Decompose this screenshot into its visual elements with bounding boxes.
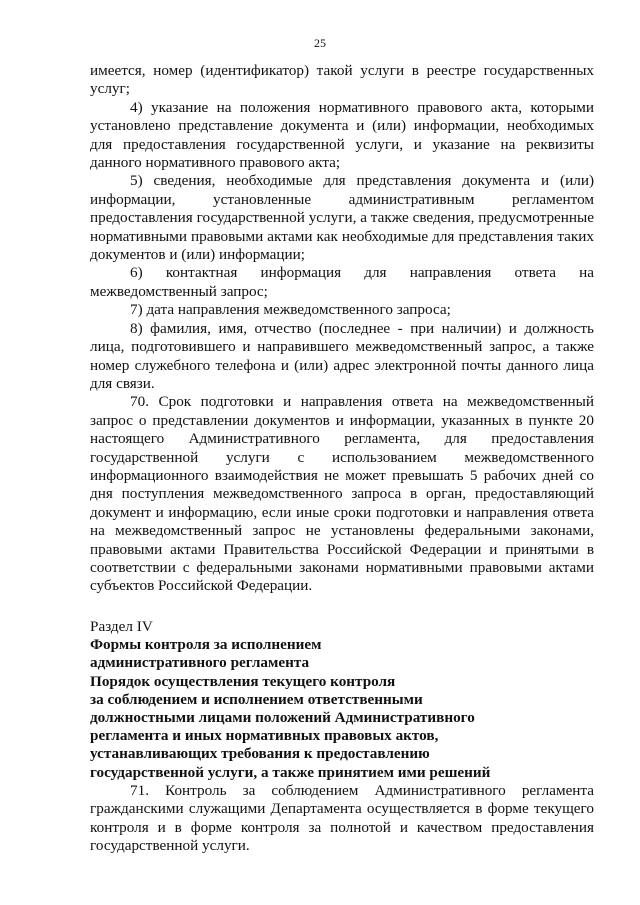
paragraph-item-7: 7) дата направления межведомственного запроса; <box>130 301 451 319</box>
section-title-line: за соблюдением и исполнением ответственными <box>90 690 423 708</box>
section-title-line: регламента и иных нормативных правовых актов, <box>90 727 439 745</box>
section-title-line: Формы контроля за исполнением <box>90 636 322 654</box>
section-heading <box>90 618 594 782</box>
paragraph-item-4: 4) указание на положения нормативного правового акта, которыми установлено представление документа и (или) информации, необходимых для предоставления государственной услуги, и указание на реквизиты данного нормативного правового акта; <box>90 98 594 172</box>
paragraph-continuation: имеется, номер (идентификатор) такой услуги в реестре государственных услуг; <box>90 62 594 98</box>
section-label: Раздел IV <box>90 617 153 635</box>
paragraph-70: 70. Срок подготовки и направления ответа на межведомственный запрос о представлении документов и информации, указанных в пункте 20 настоящего Административного регламента, для предоставления государственной услуги с использованием межведомственного информационного взаимодействия не может превышать 5 рабочих дней со дня поступления межведомственного запроса в орган, предоставляющий документ и информацию, если иные сроки подготовки и направления ответа на межведомственный запрос не установлены федеральными законами, правовыми актами Правительства Российской Федерации и принятыми в соответствии с федеральными законами нормативными правовыми актами субъектов Российской Федерации. <box>90 393 594 595</box>
section-title-line: Порядок осуществления текущего контроля <box>90 672 396 690</box>
document-body <box>90 62 594 855</box>
paragraph-71: 71. Контроль за соблюдением Административного регламента гражданскими служащими Департамента осуществляется в форме текущего контроля и в форме контроля за полнотой и качеством предоставления государственной услуги. <box>90 781 594 855</box>
paragraph-item-5: 5) сведения, необходимые для представления документа и (или) информации, установленные административным регламентом предоставления государственной услуги, а также сведения, предусмотренные нормативными правовыми актами как необходимые для представления таких документов и (или) информации; <box>90 172 594 264</box>
paragraph-item-6: 6) контактная информация для направления ответа на межведомственный запрос; <box>90 264 594 300</box>
page-number: 25 <box>314 36 326 50</box>
section-title-line: должностными лицами положений Административного <box>90 709 475 726</box>
paragraph-item-8: 8) фамилия, имя, отчество (последнее - при наличии) и должность лица, подготовившего и направившего межведомственный запрос, а также номер служебного телефона и (или) адрес электронной почты данного лица для связи. <box>90 319 594 392</box>
section-title-line: административного регламента <box>90 654 310 672</box>
section-title-line: устанавливающих требования к предоставлению <box>90 745 430 763</box>
section-title-line: государственной услуги, а также принятием ими решений <box>90 763 491 781</box>
